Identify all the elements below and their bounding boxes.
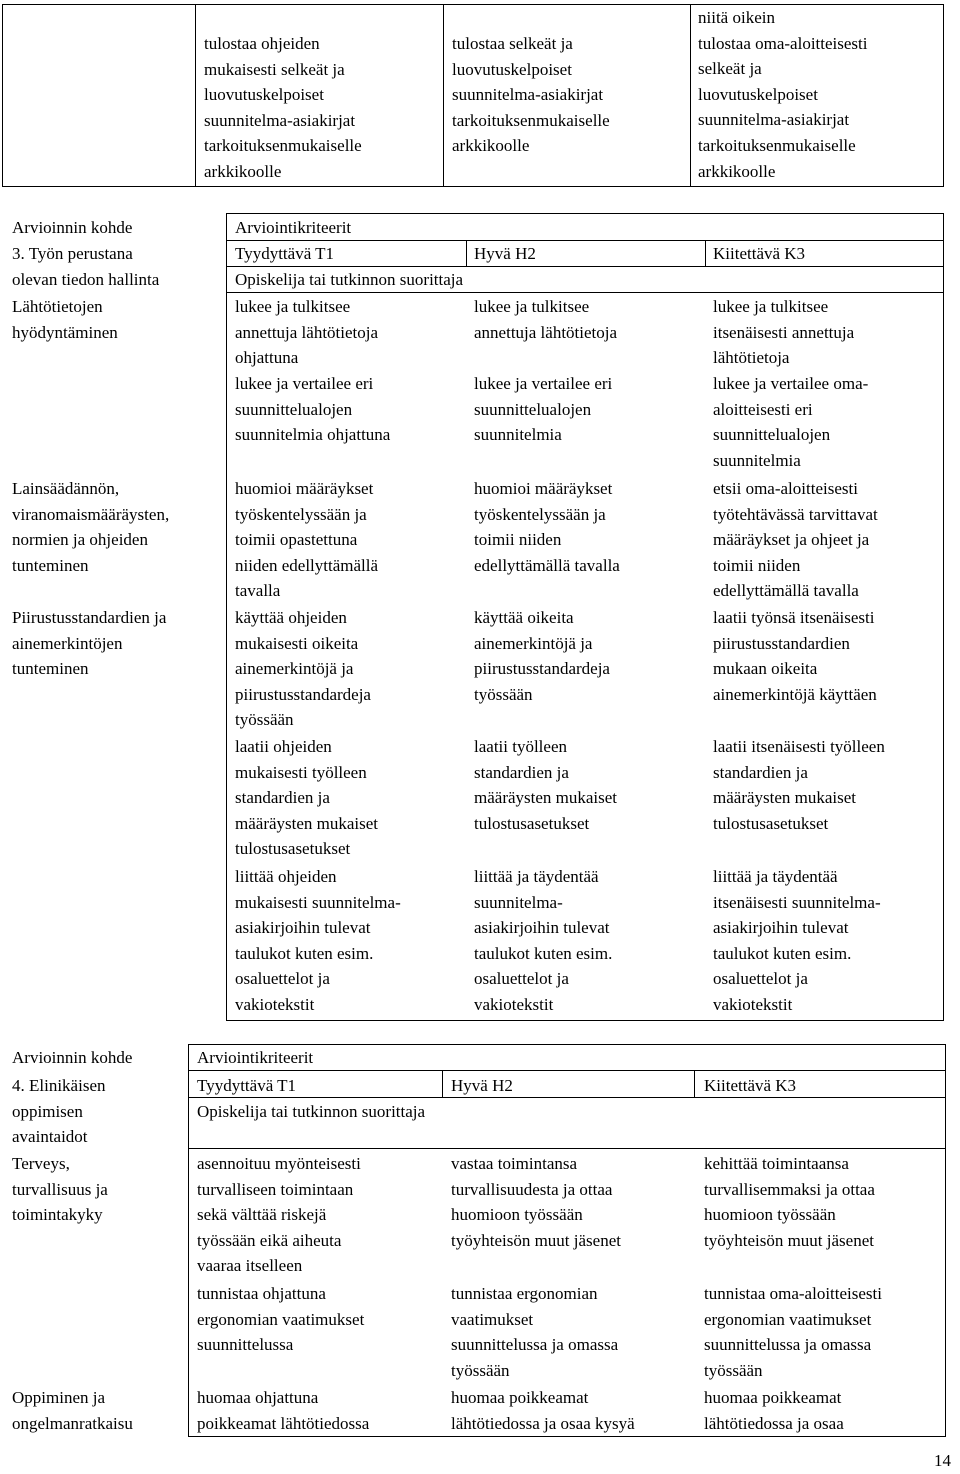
- section4-row-h2: vastaa toimintansa turvallisuudesta ja ottaa huomioon työssään työyhteisön muut jäsenet: [451, 1154, 621, 1250]
- section3-header-kriteerit: Arviointikriteerit: [235, 218, 352, 237]
- section3-row-label: Lähtötietojen hyödyntäminen: [12, 297, 118, 342]
- section3-grade-t1: Tyydyttävä T1: [235, 244, 335, 263]
- section3-row-h2: huomioi määräykset työskentelyssään ja toimii niiden edellyttämällä tavalla: [474, 479, 620, 575]
- section3-target: 3. Työn perustana olevan tiedon hallinta: [12, 244, 160, 289]
- section4-column-divider: [694, 1070, 695, 1097]
- section3-row-t1: laatii ohjeiden mukaisesti työlleen standardien ja määräysten mukaiset tulostusasetukset: [235, 737, 379, 859]
- page-number: 14: [934, 1451, 951, 1470]
- section4-row-k3: tunnistaa oma-aloitteisesti ergonomian vaatimukset suunnittelussa ja omassa työssään: [704, 1284, 882, 1380]
- section3-column-divider: [705, 240, 706, 266]
- section4-grade-t1: Tyydyttävä T1: [197, 1076, 297, 1095]
- section3-row-k3: liittää ja täydentää itsenäisesti suunnitelma- asiakirjoihin tulevat taulukot kuten esim. osaluettelot ja vakiotekstit: [713, 867, 881, 1014]
- top-table-divider: [443, 4, 444, 187]
- top-table-divider: [195, 4, 196, 187]
- section4-column-divider: [442, 1070, 443, 1097]
- section3-row-k3: lukee ja vertailee oma- aloitteisesti eri suunnittelualojen suunnitelmia: [713, 374, 869, 470]
- section3-row-h2: lukee ja vertailee eri suunnittelualojen suunnitelmia: [474, 374, 613, 445]
- section3-subject: Opiskelija tai tutkinnon suorittaja: [235, 270, 464, 289]
- top-table-divider: [690, 4, 691, 187]
- section3-row-t1: käyttää ohjeiden mukaisesti oikeita ainemerkintöjä ja piirustusstandardeja työssään: [235, 608, 371, 730]
- top-table-cell-t1: tulostaa ohjeiden mukaisesti selkeät ja luovutuskelpoiset suunnitelma-asiakirjat tarkoituksenmukaiselle arkkikoolle: [204, 34, 362, 181]
- section3-row-t1: lukee ja vertailee eri suunnittelualojen suunnitelmia ohjattuna: [235, 374, 391, 445]
- top-table-cell-h2: tulostaa selkeät ja luovutuskelpoiset suunnitelma-asiakirjat tarkoituksenmukaiselle arkkikoolle: [452, 34, 610, 156]
- section3-grade-h2: Hyvä H2: [474, 244, 536, 263]
- section3-row-t1: liittää ohjeiden mukaisesti suunnitelma- asiakirjoihin tulevat taulukot kuten esim. osaluettelot ja vakiotekstit: [235, 867, 401, 1014]
- section3-row-k3: laatii itsenäisesti työlleen standardien ja määräysten mukaiset tulostusasetukset: [713, 737, 885, 833]
- section4-row-k3: huomaa poikkeamat lähtötiedossa ja osaa: [704, 1388, 844, 1433]
- section4-header-rule: [188, 1148, 946, 1149]
- section4-row-t1: huomaa ohjattuna poikkeamat lähtötiedossa: [197, 1388, 370, 1433]
- section3-row-label: Lainsäädännön, viranomaismääräysten, normien ja ohjeiden tunteminen: [12, 479, 170, 575]
- top-table-cell-k3: niitä oikein tulostaa oma-aloitteisesti selkeät ja luovutuskelpoiset suunnitelma-asiakirjat tarkoituksenmukaiselle arkkikoolle: [698, 8, 868, 181]
- section3-row-h2: lukee ja tulkitsee annettuja lähtötietoja: [474, 297, 618, 342]
- section3-row-k3: etsii oma-aloitteisesti työtehtävässä tarvittavat määräykset ja ohjeet ja toimii niiden edellyttämällä tavalla: [713, 479, 878, 601]
- section3-column-divider: [466, 240, 467, 266]
- section4-row-h2: tunnistaa ergonomian vaatimukset suunnittelussa ja omassa työssään: [451, 1284, 619, 1380]
- section3-row-h2: liittää ja täydentää suunnitelma- asiakirjoihin tulevat taulukot kuten esim. osaluettelot ja vakiotekstit: [474, 867, 613, 1014]
- section3-row-k3: lukee ja tulkitsee itsenäisesti annettuja lähtötietoja: [713, 297, 855, 368]
- section4-row-k3: kehittää toimintaansa turvallisemmaksi ja ottaa huomioon työssään työyhteisön muut jäsenet: [704, 1154, 875, 1250]
- section4-row-t1: asennoituu myönteisesti turvalliseen toimintaan sekä välttää riskejä työssään eikä aiheuta vaaraa itselleen: [197, 1154, 361, 1276]
- section4-row-h2: huomaa poikkeamat lähtötiedossa ja osaa kysyä: [451, 1388, 635, 1433]
- section4-header-kohde: Arvioinnin kohde: [12, 1048, 133, 1067]
- section4-row-label: Terveys, turvallisuus ja toimintakyky: [12, 1154, 108, 1225]
- section3-row-k3: laatii työnsä itsenäisesti piirustusstandardien mukaan oikeita ainemerkintöjä käyttäen: [713, 608, 877, 704]
- section3-row-t1: huomioi määräykset työskentelyssään ja toimii opastettuna niiden edellyttämällä tavalla: [235, 479, 379, 601]
- section4-header-rule: [188, 1097, 946, 1098]
- section4-target: 4. Elinikäisen oppimisen avaintaidot: [12, 1076, 106, 1147]
- section3-row-h2: käyttää oikeita ainemerkintöjä ja piirustusstandardeja työssään: [474, 608, 610, 704]
- section3-grade-k3: Kiitettävä K3: [713, 244, 806, 263]
- section4-grade-h2: Hyvä H2: [451, 1076, 513, 1095]
- section4-row-label: Oppiminen ja ongelmanratkaisu: [12, 1388, 133, 1433]
- section3-row-h2: laatii työlleen standardien ja määräysten mukaiset tulostusasetukset: [474, 737, 618, 833]
- section4-header-kriteerit: Arviointikriteerit: [197, 1048, 314, 1067]
- section3-header-kohde: Arvioinnin kohde: [12, 218, 133, 237]
- section4-row-t1: tunnistaa ohjattuna ergonomian vaatimukset suunnittelussa: [197, 1284, 365, 1355]
- section3-row-t1: lukee ja tulkitsee annettuja lähtötietoja ohjattuna: [235, 297, 379, 368]
- section4-grade-k3: Kiitettävä K3: [704, 1076, 797, 1095]
- section3-row-label: Piirustusstandardien ja ainemerkintöjen tunteminen: [12, 608, 167, 679]
- section4-subject: Opiskelija tai tutkinnon suorittaja: [197, 1102, 426, 1121]
